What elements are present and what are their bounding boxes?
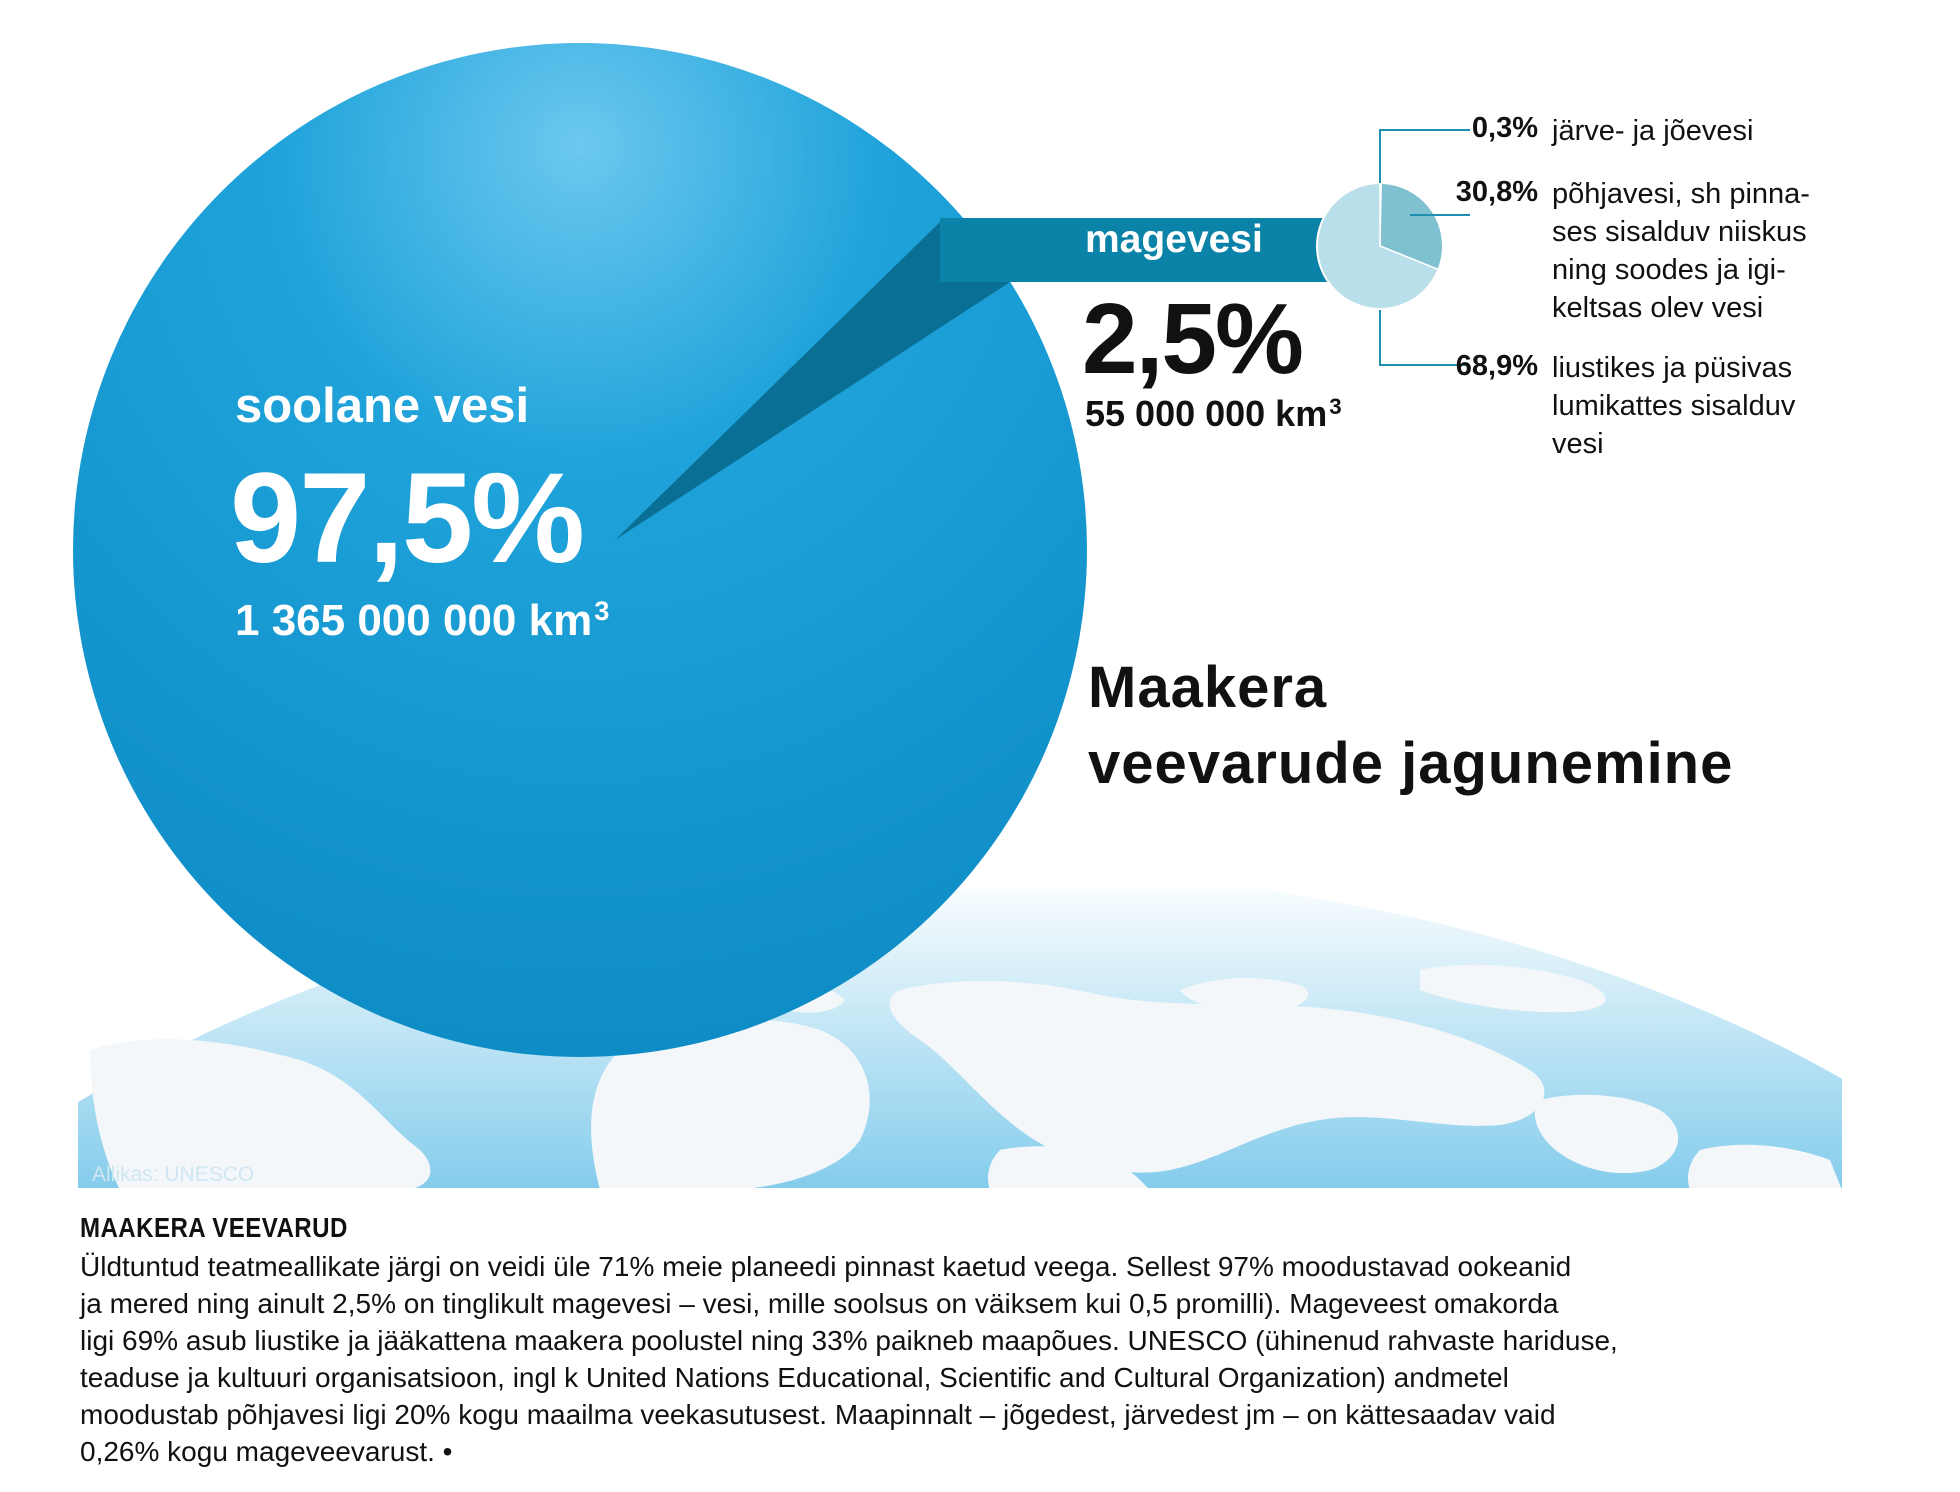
- saltwater-volume-value: 1 365 000 000 km: [235, 596, 593, 645]
- article-heading: MAAKERA VEEVARUD: [80, 1212, 348, 1243]
- pie-label-groundwater-line: põhjavesi, sh pinna-: [1552, 178, 1810, 210]
- pie-label-glaciers-percent: 68,9%: [1455, 350, 1538, 382]
- pie-label-groundwater-line: ning soodes ja igi-: [1552, 254, 1786, 286]
- chart-title: [1088, 650, 1733, 802]
- article-body: [80, 1248, 1780, 1470]
- source-credit: Allikas: UNESCO: [92, 1163, 255, 1183]
- chart-title-line: veevarude jagunemine: [1088, 731, 1734, 796]
- pie-label-lakes-rivers-text: järve- ja jõevesi: [1552, 115, 1754, 147]
- pie-label-glaciers-line: vesi: [1552, 428, 1604, 460]
- saltwater-volume-exponent: 3: [594, 595, 610, 626]
- pie-label-groundwater-percent: 30,8%: [1455, 176, 1538, 208]
- article-line: Üldtuntud teatmeallikate järgi on veidi üle 71% meie planeedi pinnast kaetud veega. Sellest 97% moodustavad ookeanid: [80, 1251, 1572, 1282]
- chart-title-line: Maakera: [1088, 655, 1328, 720]
- freshwater-label: magevesi: [1085, 218, 1263, 261]
- pie-label-glaciers-line: liustikes ja püsivas: [1552, 352, 1793, 384]
- pie-label-groundwater-line: ses sisalduv niiskus: [1552, 216, 1807, 248]
- freshwater-volume-exponent: 3: [1329, 393, 1342, 419]
- article-line: teaduse ja kultuuri organisatsioon, ingl k United Nations Educational, Scientific and Cultural Organization) andmetel: [80, 1362, 1509, 1393]
- saltwater-volume: [235, 595, 609, 646]
- pie-label-glaciers-text: [1552, 349, 1852, 463]
- pie-label-groundwater-line: keltsas olev vesi: [1552, 292, 1764, 324]
- pie-label-groundwater-text: [1552, 175, 1852, 327]
- article-line: moodustab põhjavesi ligi 20% kogu maailma veekasutusest. Maapinnalt – jõgedest, järvedest jm – on kättesaadav vaid: [80, 1399, 1556, 1430]
- article-line: 0,26% kogu mageveevarust. •: [80, 1436, 453, 1467]
- freshwater-percent: 2,5%: [1082, 283, 1302, 395]
- saltwater-percent: 97,5%: [230, 447, 583, 590]
- article-line: ja mered ning ainult 2,5% on tinglikult magevesi – vesi, mille soolsus on väiksem kui 0,5 promilli). Mageveest omakorda: [80, 1288, 1559, 1319]
- freshwater-volume-value: 55 000 000 km: [1085, 393, 1328, 434]
- pie-label-glaciers-line: lumikattes sisalduv: [1552, 390, 1796, 422]
- article-line: ligi 69% asub liustike ja jääkattena maakera poolustel ning 33% paikneb maapõues. UNESCO (ühinenud rahvaste hariduse,: [80, 1325, 1618, 1356]
- saltwater-label: soolane vesi: [235, 379, 530, 433]
- freshwater-volume: [1085, 393, 1342, 435]
- pie-label-lakes-rivers-percent: 0,3%: [1471, 112, 1538, 144]
